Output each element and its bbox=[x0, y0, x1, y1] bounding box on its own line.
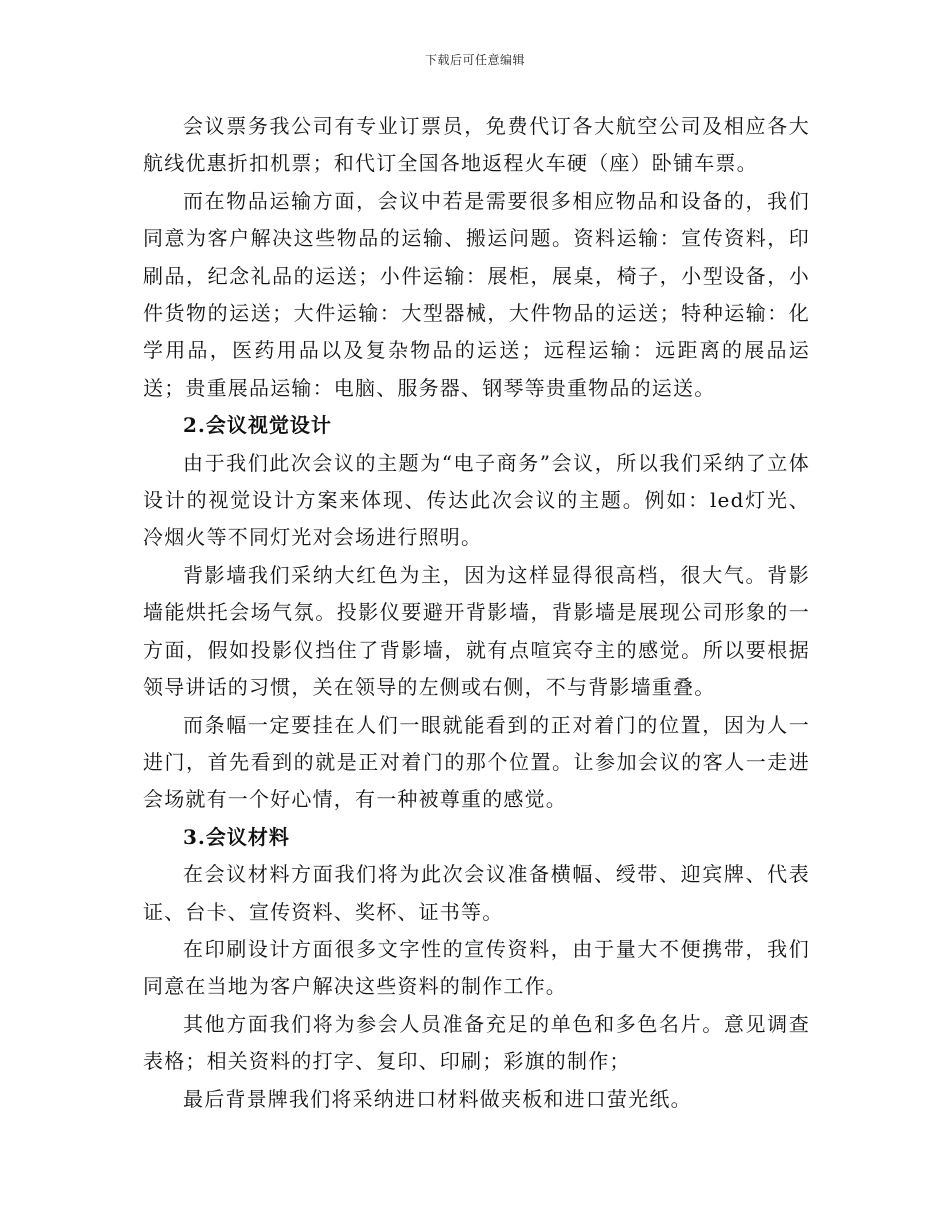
paragraph-ticketing: 会议票务我公司有专业订票员，免费代订各大航空公司及相应各大航线优惠折扣机票；和代订全国各地返程火车硬（座）卧铺车票。 bbox=[143, 114, 810, 176]
section-heading-materials: 3.会议材料 bbox=[183, 824, 290, 849]
paragraph-backdrop-wall: 背影墙我们采纳大红色为主，因为这样显得很高档，很大气。背影墙能烘托会场气氛。投影仪要避开背影墙，背影墙是展现公司形象的一方面，假如投影仪挡住了背影墙，就有点喧宾夺主的感觉。所以要根据领导讲话的习惯，关在领导的左侧或右侧，不与背影墙重叠。 bbox=[143, 562, 810, 700]
paragraph-banner: 而条幅一定要挂在人们一眼就能看到的正对着门的位置，因为人一进门，首先看到的就是正对着门的那个位置。让参加会议的客人一走进会场就有一个好心情，有一种被尊重的感觉。 bbox=[143, 712, 810, 812]
paragraph-transport: 而在物品运输方面，会议中若是需要很多相应物品和设备的，我们同意为客户解决这些物品的运输、搬运问题。资料运输：宣传资料，印刷品，纪念礼品的运送；小件运输：展柜，展桌，椅子，小型设备，小件货物的运送；大件运输：大型器械，大件物品的运送；特种运输：化学用品，医药用品以及复杂物品的运送；远程运输：远距离的展品运送；贵重展品运输：电脑、服务器、钢琴等贵重物品的运送。 bbox=[143, 188, 810, 400]
section-heading-visual-design: 2.会议视觉设计 bbox=[183, 413, 332, 438]
document-body bbox=[143, 108, 810, 1118]
paragraph-printing: 在印刷设计方面很多文字性的宣传资料，由于量大不便携带，我们同意在当地为客户解决这些资料的制作工作。 bbox=[143, 936, 810, 999]
page-header: 下载后可任意编辑 bbox=[424, 53, 525, 67]
paragraph-visual-theme: 由于我们此次会议的主题为“电子商务”会议，所以我们采纳了立体设计的视觉设计方案来体现、传达此次会议的主题。例如：led灯光、冷烟火等不同灯光对会场进行照明。 bbox=[143, 450, 810, 550]
paragraph-materials-list: 在会议材料方面我们将为此次会议准备横幅、绶带、迎宾牌、代表证、台卡、宣传资料、奖杯、证书等。 bbox=[143, 862, 810, 924]
paragraph-backdrop-board: 最后背景牌我们将采纳进口材料做夹板和进口萤光纸。 bbox=[183, 1086, 692, 1111]
paragraph-business-cards: 其他方面我们将为参会人员准备充足的单色和多色名片。意见调查表格；相关资料的打字、复印、印刷；彩旗的制作； bbox=[143, 1011, 810, 1074]
